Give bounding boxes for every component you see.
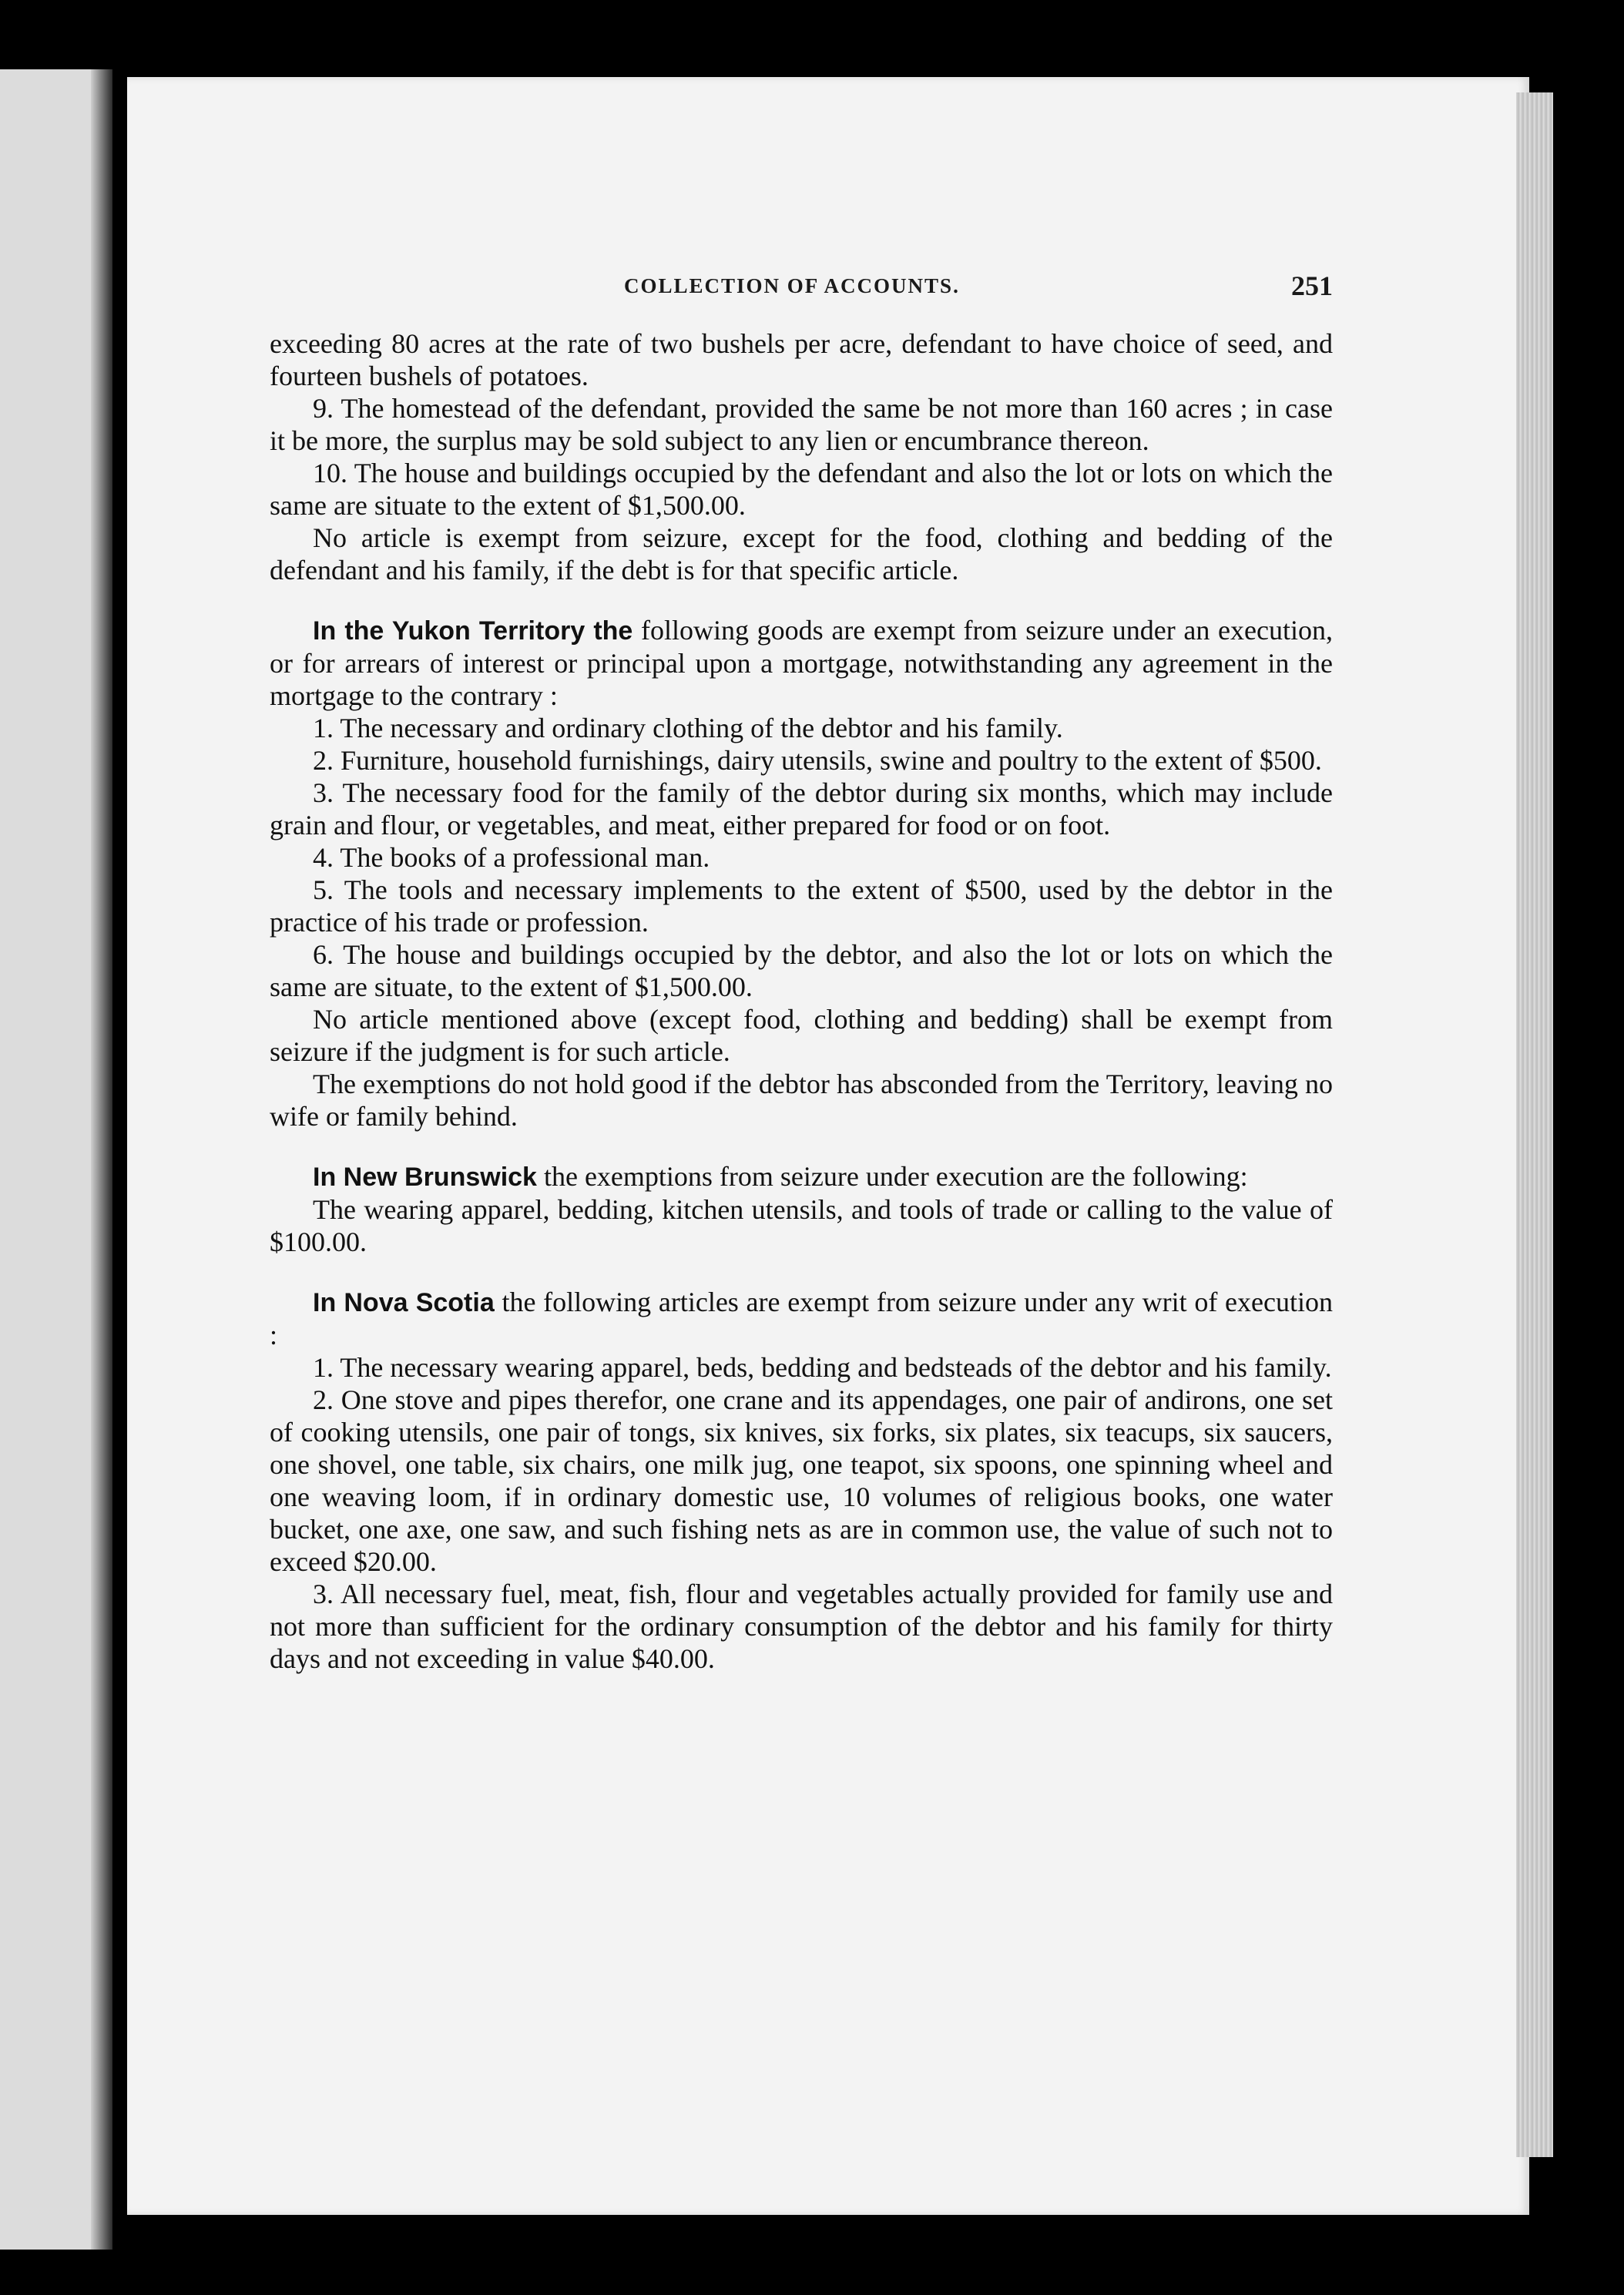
nova-scotia-lead: In Nova Scotia [313,1288,495,1317]
binding-shadow [91,69,112,2250]
continuation-paragraph: exceeding 80 acres at the rate of two bushels per acre, defendant to have choice of seed, and fourteen bushels of potatoes. [270,328,1333,391]
running-title: COLLECTION OF ACCOUNTS. [624,274,960,297]
yukon-item: 4. The books of a professional man. [313,842,710,873]
yukon-intro-text: following goods are exempt from seizure under an execution, or for arrears of interest or principal upon a mortgage, notwithstanding any agreement in the mortgage to the contrary : [270,615,1333,711]
nova-scotia-item: 2. One stove and pipes therefor, one crane and its appendages, one pair of andirons, one set of cooking utensils, one pair of tongs, six knives, six forks, six plates, six teacups, six saucers, one shovel, one table, six chairs, one milk jug, one teapot, six spoons, one spinning wheel and one weaving loom, if in ordinary domestic use, 10 volumes of religious books, one water bucket, one axe, one saw, and such fishing nets as are in common use, the value of such not to exceed $20.00. [270,1384,1333,1577]
yukon-note: The exemptions do not hold good if the debtor has absconded from the Territory, leaving no wife or family behind. [270,1069,1333,1132]
nova-scotia-intro-text: the following articles are exempt from seizure under any writ of execution : [270,1287,1333,1350]
nova-scotia-intro [270,1286,1333,1351]
running-head [262,270,1333,308]
nova-scotia-item: 1. The necessary wearing apparel, beds, bedding and bedsteads of the debtor and his family. [313,1352,1332,1383]
yukon-item: 5. The tools and necessary implements to the extent of $500, used by the debtor in the practice of his trade or profession. [270,874,1333,938]
no-article-paragraph: No article is exempt from seizure, except for the food, clothing and bedding of the defendant and his family, if the debt is for that specific article. [270,522,1333,585]
yukon-item: 2. Furniture, household furnishings, dairy utensils, swine and poultry to the extent of $500. [313,745,1322,776]
yukon-intro [270,614,1333,712]
new-brunswick-lead: In New Brunswick [313,1163,537,1192]
new-brunswick-intro [270,1160,1333,1193]
yukon-item: 6. The house and buildings occupied by the debtor, and also the lot or lots on which the same are situate, to the extent of $1,500.00. [270,939,1333,1002]
page-stack-edge [1516,92,1553,2157]
item-9: 9. The homestead of the defendant, provided the same be not more than 160 acres ; in case it be more, the surplus may be sold subject to any lien or encumbrance thereon. [270,393,1333,456]
body-text [270,327,1333,1675]
yukon-item: 1. The necessary and ordinary clothing of the debtor and his family. [313,713,1063,743]
yukon-note: No article mentioned above (except food, clothing and bedding) shall be exempt from seizure if the judgment is for such article. [270,1004,1333,1067]
yukon-lead: In the Yukon Territory the [313,616,633,646]
yukon-item: 3. The necessary food for the family of the debtor during six months, which may include grain and flour, or vegetables, and meat, either prepared for food or on foot. [270,777,1333,840]
nova-scotia-item: 3. All necessary fuel, meat, fish, flour and vegetables actually provided for family use and not more than sufficient for the ordinary consumption of the debtor and his family for thirty days and not exceeding in value $40.00. [270,1579,1333,1674]
new-brunswick-text: The wearing apparel, bedding, kitchen utensils, and tools of trade or calling to the value of $100.00. [270,1194,1333,1257]
page-number: 251 [1291,270,1333,301]
new-brunswick-intro-text: the exemptions from seizure under execution are the following: [536,1161,1248,1192]
item-10: 10. The house and buildings occupied by the defendant and also the lot or lots on which the same are situate to the extent of $1,500.00. [270,458,1333,521]
